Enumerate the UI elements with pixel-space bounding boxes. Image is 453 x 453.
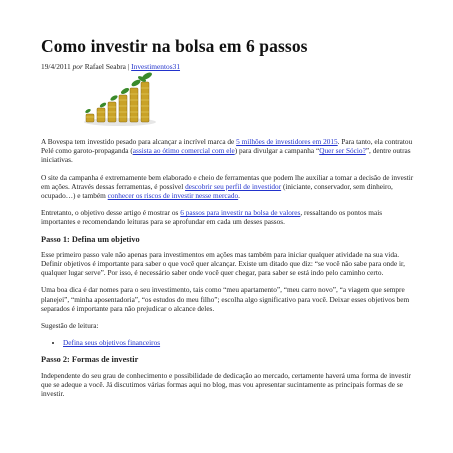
article-date: 19/4/2011 <box>41 62 71 71</box>
article-body <box>41 137 417 406</box>
text-run: (iniciante, conservador, sem dinheiro, ocupado…) e também <box>41 181 393 201</box>
link-riscos[interactable]: conhecer os riscos de investir nesse mercado <box>107 191 239 201</box>
text-run: ) para divulgar a campanha “ <box>234 146 320 156</box>
text-run: . <box>238 191 240 201</box>
text-run: ”, dentre outras iniciativas. <box>41 146 411 165</box>
text-run: A Bovespa tem investido pesado para alcançar a incrível marca de <box>41 137 237 146</box>
step2-heading: Passo 2: Formas de investir <box>41 355 139 365</box>
link-comercial[interactable]: assista ao ótimo comercial com ele <box>132 146 235 156</box>
step1-paragraph-1: Esse primeiro passo vale não apenas para investimentos em ações mas também para iniciar qualquer atividade na sua vida. Definir objetivos é importante para saber o que você quer alcançar. Existe um ditado que diz: “se você não sabe para onde ir, qualquer lugar serve”. Por isso, é necessário saber onde você quer chegar, para saber se está indo pelo caminho certo. <box>41 249 406 278</box>
list-item <box>63 338 417 347</box>
campaign-paragraph <box>41 173 417 201</box>
suggestion-label: Sugestão de leitura: <box>41 321 99 331</box>
intro-paragraph <box>41 137 417 165</box>
goal-paragraph <box>41 208 417 226</box>
link-objetivos-financeiros[interactable]: Defina seus objetivos financeiros <box>63 338 161 348</box>
article-by: por <box>72 62 83 71</box>
article-title: Como investir na bolsa em 6 passos <box>41 36 308 56</box>
step2-paragraph-1: Independente do seu grau de conhecimento e possibilidade de dedicação ao mercado, certamente haverá uma forma de investir que se adeque a você. Já discutimos várias formas aqui no blog, mas vou apresentar sucintamente as principais formas de se investir. <box>41 370 411 399</box>
text-run: O site da campanha é extremamente bem elaborado e cheio de ferramentas que podem lhe auxiliar a tomar a decisão de investir em ações. Através dessas ferramentas, é possível <box>41 172 414 191</box>
text-run: . Para tanto, ela contratou Pelé como garoto-propaganda ( <box>41 137 413 156</box>
coins-growth-icon <box>68 70 158 128</box>
link-quer-ser-socio[interactable]: Quer ser Sócio? <box>319 146 366 156</box>
suggestion-list <box>41 338 417 347</box>
step1-heading: Passo 1: Defina um objetivo <box>41 234 140 244</box>
text-run: , ressaltando os pontos mais importantes e recomendando leituras para se aprofundar em cada um desses passos. <box>41 208 383 227</box>
article-author: Rafael Seabra <box>84 62 126 71</box>
meta-separator: | <box>127 62 130 71</box>
link-6-passos[interactable]: 6 passos para investir na bolsa de valores <box>180 208 301 218</box>
text-run: Entretanto, o objetivo desse artigo é mostrar os <box>41 208 181 218</box>
step1-paragraph-2: Uma boa dica é dar nomes para o seu investimento, tais como “meu apartamento”, “meu carro novo”, “a viagem que sempre planejei”, “minha aposentadoria”, “os estudos do meu filho”; escolha algo significativo para você. Deixar esses objetivos bem separados é importante para não prejudicar o alcance deles. <box>41 285 410 313</box>
category-link[interactable]: Investimentos31 <box>131 62 181 71</box>
link-5-milhoes[interactable]: 5 milhões de investidores em 2015 <box>236 137 338 146</box>
link-perfil-investidor[interactable]: descobrir seu perfil de investidor <box>185 181 282 191</box>
